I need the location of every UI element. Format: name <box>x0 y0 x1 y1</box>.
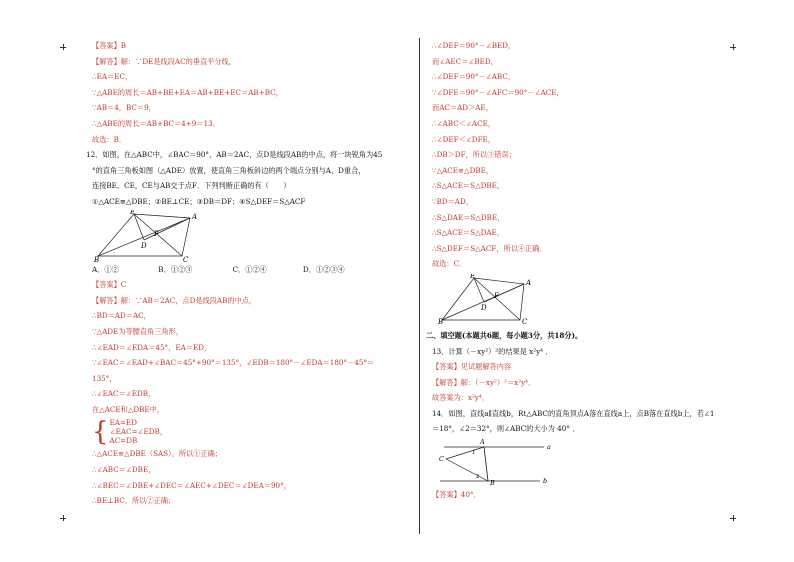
answer-line: 【答案】40°． <box>432 490 481 500</box>
answer-line: ∴S△ACE＝S△DBE， <box>432 181 505 191</box>
text-line: 【答案】B <box>92 41 127 50</box>
answer-line: ∵△ACE≌△DBE， <box>432 165 494 175</box>
answer-line: 在△ACE和△DBE中， <box>92 404 165 414</box>
answer-line: 【解答】解：∵AB＝2AC，点D是线段AB的中点， <box>92 295 257 305</box>
brace-system <box>92 418 412 445</box>
question-12-text: 连接BE、CE，CE与AB交于点F．下列判断正确的有（ ） <box>92 181 291 191</box>
answer-line: ∴DB＞DF，所以③错误； <box>432 150 516 160</box>
label-C: C <box>522 317 528 324</box>
answer-line: 135°， <box>92 373 117 383</box>
brace-line: AC=DB <box>109 436 138 446</box>
corner-mark <box>730 515 736 521</box>
answer-line: ∴BE⊥BC，所以②正确； <box>92 496 176 506</box>
answer-line: 而AC＝AD＞AE， <box>432 103 493 113</box>
answer-line: ∴S△DAE＝S△DBE， <box>432 212 505 222</box>
label-A: A <box>192 212 198 221</box>
corner-mark <box>60 515 66 521</box>
option-b: B．①②③ <box>158 264 193 274</box>
answer-line: ∴△ACE≌△DBE（SAS），所以①正确； <box>92 449 223 459</box>
label-E: E <box>130 209 136 216</box>
label-E: E <box>470 273 476 280</box>
text-line: ∵△ABE的周长＝AB+BE+EA＝AB+BE+EC＝AB+BC， <box>92 87 283 97</box>
answer-line: ∴∠EAD＝∠EDA＝45°，EA＝ED， <box>92 342 212 352</box>
label-B: B <box>94 255 100 262</box>
question-12-text: °的直角三角板如图（△ADE）放置，使直角三角板斜边的两个端点分别与A、D重合， <box>92 165 366 175</box>
text-line: ∴EA＝EC， <box>92 72 133 82</box>
answer-line: 故答案为：x²y⁴． <box>432 393 490 403</box>
answer-line: ∴∠ABC＜∠ACE， <box>432 118 496 128</box>
answer-line: ∴∠DEF＜∠DFE， <box>432 134 495 144</box>
answer-line: 【解答】解：（－xy²）²＝x²y⁴． <box>432 377 536 387</box>
label-F: F <box>494 291 499 300</box>
left-column <box>86 38 412 509</box>
option-a: A．①② <box>92 264 119 274</box>
label-b: b <box>543 477 548 486</box>
right-column <box>426 38 732 503</box>
text-line: ∵AB＝4，BC＝9， <box>92 103 156 113</box>
label-A: A <box>480 438 485 447</box>
label-F: F <box>154 229 159 238</box>
angle-2: 2 <box>476 474 480 481</box>
answer-line: ∵△ADE为等腰直角三角形， <box>92 326 183 336</box>
text-line: 【解答】解：∵DE是线段AC的垂直平分线， <box>92 56 236 66</box>
answer-line: ∵BD＝AD， <box>432 196 473 206</box>
label-D: D <box>481 303 487 312</box>
question-12-statements: ①△ACE≌△DBE；②BE⊥CE；③DB＝DF；④S△DEF＝S△ACF <box>92 196 306 206</box>
label-B: B <box>438 317 444 324</box>
label-a: a <box>547 443 551 452</box>
question-13-text: 13．计算（－xy²）²的结果是 x²y⁴ ． <box>432 346 553 356</box>
option-d: D．①②③④ <box>302 264 345 274</box>
label-B: B <box>490 479 495 488</box>
options-row <box>92 262 412 278</box>
text-line: ∴△ABE的周长＝AB+BC＝4+9＝13． <box>92 118 220 128</box>
label-C: C <box>183 255 189 262</box>
answer-line: 而∠AEC＝∠BED， <box>432 56 498 66</box>
triangle-figure <box>94 210 214 262</box>
option-c: C．①②④ <box>232 264 267 274</box>
triangle-figure-repeat <box>438 274 548 324</box>
answer-line: ∴∠DEF＝90°－∠ABC， <box>432 72 516 82</box>
label-C: C <box>439 455 444 464</box>
corner-mark <box>60 44 66 50</box>
question-14-text: ＝18°，∠2＝32°，则∠ABC的大小为 40° ． <box>432 424 580 434</box>
answer-line: ∴S△DEF＝S△ACF，所以④正确． <box>432 243 547 253</box>
answer-line: ∵∠EAC＝∠EAD+∠BAC＝45°+90°＝135°，∠EDB＝180°－∠EDA＝180°－45°＝ <box>92 358 375 368</box>
answer-line: 【答案】见试题解答内容 <box>432 362 512 372</box>
question-12-text: 12．如图，在△ABC中，∠BAC＝90°，AB＝2AC，点D是线段AB的中点，将一块锐角为45 <box>86 150 383 160</box>
answer-line: ∴∠DEF＝90°－∠BED， <box>432 41 516 50</box>
label-A: A <box>526 278 532 287</box>
answer-line: ∴∠BEC＝∠DBE+∠DEC＝∠AEC+∠DEC＝∠DEA＝90°， <box>92 480 291 490</box>
text-line: 故选：B． <box>92 134 127 144</box>
answer-line: ∴S△ACE＝S△DAE， <box>432 228 504 238</box>
brace-line: ∠EAC=∠EDB， <box>109 427 168 437</box>
answer-line: 【答案】C <box>92 280 127 290</box>
answer-line: ∵∠DFE＝90°－∠AFC＝90°－∠ACE， <box>432 87 564 97</box>
parallel-lines-figure <box>436 437 556 487</box>
section-title: 二、填空题(本题共6题，每小题3分，共18分)。 <box>426 330 583 340</box>
answer-line: ∴∠ABC＝∠DBE， <box>92 465 156 475</box>
answer-line: 故选：C． <box>432 259 467 269</box>
angle-1: 1 <box>472 450 476 457</box>
brace-glyph: { <box>92 416 109 447</box>
question-14-text: 14．如图，直线a∥直线b，Rt△ABC的直角顶点A落在直线a上，点B落在直线b上，若∠1 <box>432 408 715 418</box>
column-divider <box>419 38 420 534</box>
brace-line: EA=ED <box>109 418 138 428</box>
answer-line: ∴BD＝AD＝AC， <box>92 311 151 321</box>
label-D: D <box>141 241 147 250</box>
answer-line: ∴∠EAC＝∠EDB， <box>92 389 156 399</box>
